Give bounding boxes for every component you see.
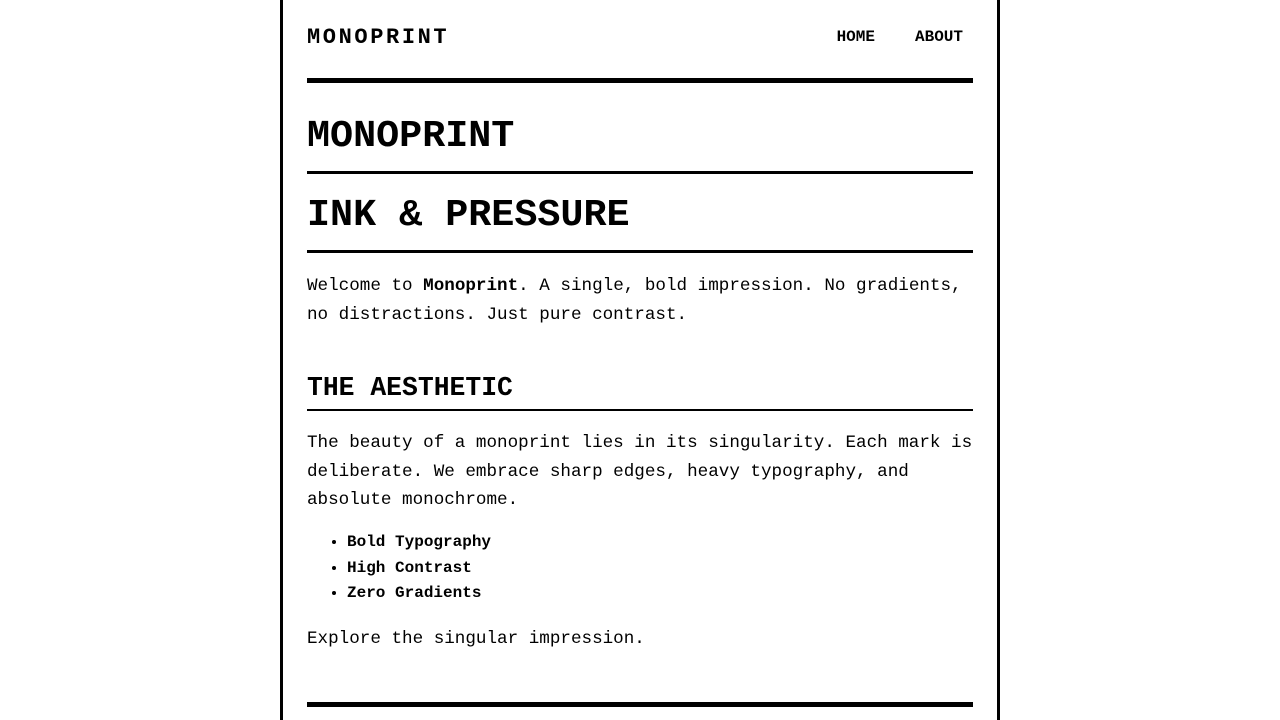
nav-home-link[interactable]: HOME	[836, 28, 875, 46]
section-heading: THE AESTHETIC	[307, 373, 513, 403]
section-divider	[307, 409, 973, 411]
nav-about-link[interactable]: ABOUT	[914, 28, 963, 46]
intro-text-end: . A single, bold impression. No gradients, no distractions. Just pure contrast.	[307, 276, 962, 325]
header-divider	[307, 78, 973, 83]
site-logo[interactable]: MONOPRINT	[307, 25, 450, 50]
title-divider	[307, 171, 973, 174]
closing-paragraph: Explore the singular impression.	[307, 629, 645, 649]
feature-item: • Zero Gradients	[347, 581, 491, 607]
feature-list	[307, 530, 491, 607]
intro-paragraph	[307, 272, 977, 329]
page-subtitle: INK & PRESSURE	[307, 193, 630, 237]
intro-text-start: Welcome to	[307, 276, 424, 296]
intro-brand: Monoprint	[423, 276, 519, 296]
page-title: MONOPRINT	[307, 114, 515, 158]
footer-divider	[307, 702, 973, 707]
section-paragraph: The beauty of a monoprint lies in its singularity. Each mark is deliberate. We embrace sharp edges, heavy typography, and absolute monochrome.	[307, 433, 973, 510]
subtitle-divider	[307, 250, 973, 253]
page-frame	[280, 0, 1000, 720]
feature-item: • Bold Typography	[347, 530, 491, 556]
main-nav	[837, 28, 963, 46]
feature-item: • High Contrast	[347, 556, 491, 582]
